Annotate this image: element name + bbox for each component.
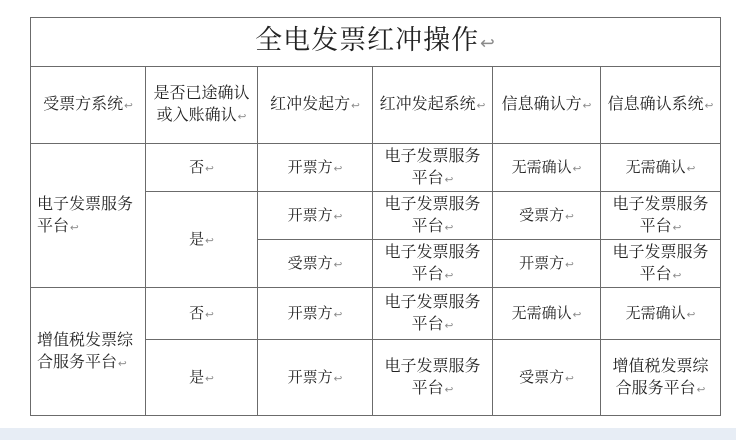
paragraph-mark-icon: ↩ xyxy=(480,33,496,54)
confirm-system-cell: 无需确认↩ xyxy=(601,288,721,340)
confirm-system-cell: 增值税发票综合服务平台↩ xyxy=(601,340,721,416)
initiator-cell: 开票方↩ xyxy=(258,288,373,340)
paragraph-mark-icon: ↩ xyxy=(237,111,247,123)
table-title-cell xyxy=(31,18,721,67)
paragraph-mark-icon: ↩ xyxy=(118,357,127,370)
paragraph-mark-icon: ↩ xyxy=(686,308,696,321)
paragraph-mark-icon: ↩ xyxy=(696,383,706,396)
title-row xyxy=(31,18,721,67)
paragraph-mark-icon: ↩ xyxy=(444,319,454,332)
table-title: 全电发票红冲操作 xyxy=(255,24,480,56)
paragraph-mark-icon: ↩ xyxy=(333,372,343,385)
confirm-system-cell: 电子发票服务平台↩ xyxy=(601,192,721,240)
paragraph-mark-icon: ↩ xyxy=(444,221,454,234)
paragraph-mark-icon: ↩ xyxy=(70,221,79,234)
header-initiator: 红冲发起方↩ xyxy=(258,67,373,144)
paragraph-mark-icon: ↩ xyxy=(124,100,133,112)
paragraph-mark-icon: ↩ xyxy=(444,269,454,282)
confirmed-cell: 是↩ xyxy=(146,192,258,288)
confirm-system-cell: 无需确认↩ xyxy=(601,144,721,192)
header-recipient-system: 受票方系统↩ xyxy=(31,67,146,144)
confirmed-cell: 否↩ xyxy=(146,144,258,192)
bottom-strip xyxy=(0,428,736,440)
initiator-system-cell: 电子发票服务平台↩ xyxy=(373,144,493,192)
paragraph-mark-icon: ↩ xyxy=(565,258,574,271)
paragraph-mark-icon: ↩ xyxy=(333,258,343,271)
paragraph-mark-icon: ↩ xyxy=(672,221,682,234)
header-confirm-system: 信息确认系统↩ xyxy=(601,67,721,144)
paragraph-mark-icon: ↩ xyxy=(333,308,343,321)
initiator-system-cell: 电子发票服务平台↩ xyxy=(373,288,493,340)
table-row xyxy=(31,288,721,340)
paragraph-mark-icon: ↩ xyxy=(565,372,574,385)
confirm-party-cell: 受票方↩ xyxy=(493,340,601,416)
paragraph-mark-icon: ↩ xyxy=(205,372,214,385)
paragraph-mark-icon: ↩ xyxy=(205,234,214,247)
initiator-system-cell: 电子发票服务平台↩ xyxy=(373,340,493,416)
paragraph-mark-icon: ↩ xyxy=(444,383,454,396)
red-reversal-table xyxy=(30,17,721,416)
paragraph-mark-icon: ↩ xyxy=(333,210,343,223)
paragraph-mark-icon: ↩ xyxy=(686,162,696,175)
paragraph-mark-icon: ↩ xyxy=(476,100,486,112)
header-initiator-system: 红冲发起系统↩ xyxy=(373,67,493,144)
initiator-cell: 开票方↩ xyxy=(258,144,373,192)
header-confirm-party: 信息确认方↩ xyxy=(493,67,601,144)
recipient-system-cell: 增值税发票综合服务平台↩ xyxy=(31,288,146,416)
initiator-system-cell: 电子发票服务平台↩ xyxy=(373,240,493,288)
header-confirmed: 是否已途确认或入账确认↩ xyxy=(146,67,258,144)
paragraph-mark-icon: ↩ xyxy=(565,210,574,223)
paragraph-mark-icon: ↩ xyxy=(205,162,214,175)
paragraph-mark-icon: ↩ xyxy=(704,100,714,112)
initiator-cell: 开票方↩ xyxy=(258,340,373,416)
confirmed-cell: 是↩ xyxy=(146,340,258,416)
paragraph-mark-icon: ↩ xyxy=(572,162,582,175)
confirmed-cell: 否↩ xyxy=(146,288,258,340)
paragraph-mark-icon: ↩ xyxy=(572,308,582,321)
paragraph-mark-icon: ↩ xyxy=(444,173,454,186)
paragraph-mark-icon: ↩ xyxy=(351,100,360,112)
paragraph-mark-icon: ↩ xyxy=(333,162,343,175)
initiator-system-cell: 电子发票服务平台↩ xyxy=(373,192,493,240)
paragraph-mark-icon: ↩ xyxy=(582,100,592,112)
confirm-party-cell: 受票方↩ xyxy=(493,192,601,240)
confirm-party-cell: 无需确认↩ xyxy=(493,288,601,340)
confirm-party-cell: 无需确认↩ xyxy=(493,144,601,192)
confirm-party-cell: 开票方↩ xyxy=(493,240,601,288)
paragraph-mark-icon: ↩ xyxy=(205,308,214,321)
paragraph-mark-icon: ↩ xyxy=(672,269,682,282)
initiator-cell: 受票方↩ xyxy=(258,240,373,288)
recipient-system-cell: 电子发票服务平台↩ xyxy=(31,144,146,288)
confirm-system-cell: 电子发票服务平台↩ xyxy=(601,240,721,288)
header-row xyxy=(31,67,721,144)
initiator-cell: 开票方↩ xyxy=(258,192,373,240)
table-row xyxy=(31,144,721,192)
